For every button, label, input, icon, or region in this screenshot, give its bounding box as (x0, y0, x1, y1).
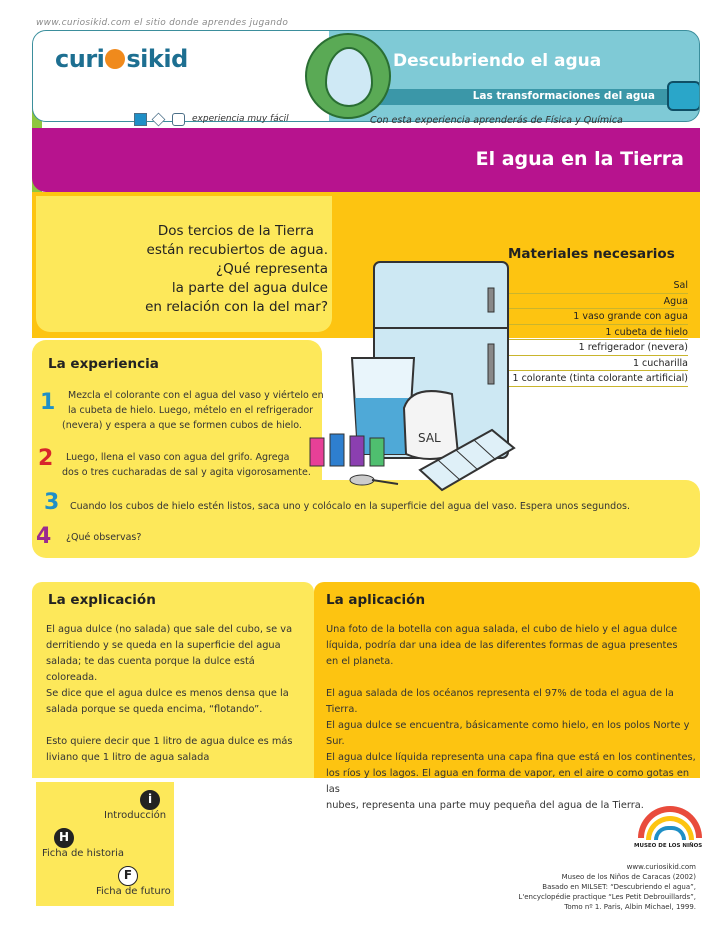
difficulty-label: experiencia muy fácil (192, 114, 289, 124)
credit-line: Basado en MILSET: “Descubriendo el agua”, (542, 883, 696, 891)
explanation-line (46, 718, 308, 734)
credit-line[interactable]: www.curiosikid.com (626, 863, 696, 871)
question-line: están recubiertos de agua. (146, 242, 328, 258)
materials-title: Materiales necesarios (508, 246, 675, 262)
material-item: Sal (500, 278, 688, 294)
salt-bag-icon (404, 391, 458, 459)
material-item: 1 cubeta de hielo (500, 325, 688, 341)
material-item: Agua (500, 294, 688, 310)
explanation-line: Se dice que el agua dulce es menos densa que la (46, 688, 289, 699)
salt-label: SAL (418, 431, 441, 445)
explanation-line: El agua dulce (no salada) que sale del cubo, se va (46, 624, 293, 635)
step-line: Luego, llena el vaso con agua del grifo. Agrega (66, 452, 290, 463)
learning-goal: Con esta experiencia aprenderás de Física y Química (370, 115, 623, 126)
future-link[interactable]: Ficha de futuro (96, 886, 171, 897)
explanation-text (46, 622, 308, 766)
question-line: en relación con la del mar? (145, 299, 328, 315)
experience-title: La experiencia (48, 356, 159, 372)
info-icon[interactable]: i (140, 790, 160, 810)
application-line: El agua dulce líquida representa una capa fina que está en los continentes, (326, 752, 696, 763)
application-line: líquida, podría dar una idea de las diferentes formas de agua presentes (326, 640, 678, 651)
credit-line: Museo de los Niños de Caracas (2002) (561, 873, 696, 881)
explanation-line: salada; te das cuenta porque la dulce está coloreada. (46, 656, 255, 683)
difficulty-gear-icon (172, 113, 185, 126)
material-item: 1 cucharilla (500, 356, 688, 372)
step-4-text (66, 530, 141, 545)
history-icon[interactable]: H (54, 828, 74, 848)
explanation-line: derritiendo y se queda en la superficie del agua (46, 640, 281, 651)
step-number-4: 4 (36, 524, 52, 549)
intro-link[interactable]: Introducción (104, 810, 167, 821)
credit-line: Tomo nº 1. Paris, Albin Michael, 1999. (564, 903, 696, 911)
dye-bottles-icon (310, 434, 384, 466)
drop-shape (325, 47, 373, 107)
step-3-text (70, 499, 630, 514)
step-number-2: 2 (38, 446, 54, 471)
question-line: ¿Qué representa (215, 261, 328, 277)
step-line: la cubeta de hielo. Luego, mételo en el refrigerador (68, 405, 314, 416)
spoon-icon (350, 475, 398, 485)
credits-block (486, 862, 696, 912)
water-drop-icon (305, 33, 391, 119)
difficulty-filled-icon (134, 113, 147, 126)
museum-label: MUSEO DE LOS NIÑOS (634, 843, 703, 849)
materials-list (500, 278, 688, 387)
step-line: Cuando los cubos de hielo estén listos, saca uno y colócalo en la superficie del agua del vaso. Espera unos segundos. (70, 501, 630, 512)
step-line: ¿Qué observas? (66, 532, 142, 543)
site-logo[interactable]: curi sikid (55, 45, 188, 73)
header-title: Descubriendo el agua (393, 51, 602, 71)
explanation-line: liviano que 1 litro de agua salada (46, 752, 210, 763)
explanation-line: salada porque se queda encima, “flotando”. (46, 704, 263, 715)
question-line: la parte del agua dulce (171, 280, 328, 296)
application-line: Una foto de la botella con agua salada, el cubo de hielo y el agua dulce (326, 624, 678, 635)
application-line: los ríos y los lagos. El agua en forma de vapor, en el aire o como gotas en las (326, 768, 690, 795)
application-line: en el planeta. (326, 656, 394, 667)
application-line: nubes, representa una parte muy pequeña del agua de la Tierra. (326, 800, 644, 811)
monster-icon (667, 81, 700, 111)
application-text (326, 622, 696, 814)
step-number-1: 1 (40, 390, 56, 415)
intro-question (50, 222, 328, 317)
history-link[interactable]: Ficha de historia (42, 848, 125, 859)
step-line: dos o tres cucharadas de sal y agita vigorosamente. (62, 467, 311, 478)
step-line: (nevera) y espera a que se formen cubos de hielo. (62, 420, 302, 431)
experiment-illustration (302, 258, 524, 494)
step-2-text (62, 450, 311, 480)
application-title: La aplicación (326, 592, 426, 608)
future-icon[interactable]: F (118, 866, 138, 886)
explanation-title: La explicación (48, 592, 156, 608)
step-line: Mezcla el colorante con el agua del vaso y viértelo en (68, 390, 324, 401)
question-line: Dos tercios de la Tierra (157, 223, 314, 239)
step-number-3: 3 (44, 490, 60, 515)
logo-sun-icon (105, 49, 125, 69)
page-title: El agua en la Tierra (475, 148, 684, 170)
site-tagline: www.curiosikid.com el sitio donde aprendes jugando (36, 18, 289, 28)
application-line (326, 670, 696, 686)
application-line: El agua salada de los océanos representa el 97% de toda el agua de la Tierra. (326, 688, 674, 715)
header-banner (32, 30, 700, 122)
header-subtitle: Las transformaciones del agua (472, 90, 655, 102)
material-item: 1 vaso grande con agua (500, 309, 688, 325)
step-1-text (62, 388, 324, 433)
explanation-line: Esto quiere decir que 1 litro de agua dulce es más (46, 736, 293, 747)
credit-line: L'encyclopédie practique “Les Petit Debrouillards”, (518, 893, 696, 901)
application-line: El agua dulce se encuentra, básicamente como hielo, en los polos Norte y Sur. (326, 720, 690, 747)
material-item: 1 refrigerador (nevera) (500, 340, 688, 356)
material-item: 1 colorante (tinta colorante artificial) (480, 371, 688, 387)
